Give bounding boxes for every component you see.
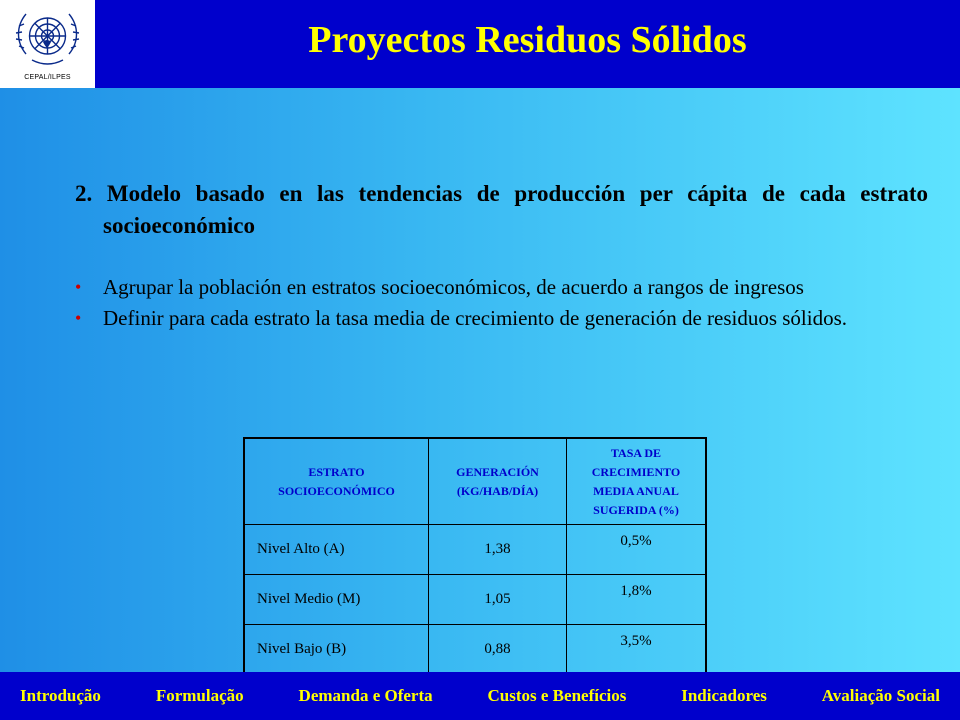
page-title: Proyectos Residuos Sólidos — [308, 19, 747, 61]
cell-tasa: 3,5% — [567, 625, 707, 676]
bullet-item — [75, 274, 928, 301]
nav-formulacao[interactable]: Formulação — [155, 686, 244, 705]
bottom-navigation — [0, 672, 960, 720]
cell-generacion: 1,38 — [429, 525, 567, 575]
cell-tasa: 0,5% — [567, 525, 707, 575]
cell-generacion: 0,88 — [429, 625, 567, 676]
slide-content — [75, 178, 928, 336]
table-row — [244, 525, 706, 575]
nav-custos-beneficios[interactable]: Custos e Benefícios — [487, 686, 627, 705]
nav-introducao[interactable]: Introdução — [20, 686, 101, 705]
header-tasa: TASA DE CRECIMIENTO MEDIA ANUAL SUGERIDA (%) — [567, 438, 707, 525]
title-bar — [95, 0, 960, 88]
table-row — [244, 575, 706, 625]
cell-estrato: Nivel Alto (A) — [244, 525, 429, 575]
data-table — [243, 437, 707, 676]
section-heading: 2. Modelo basado en las tendencias de producción per cápita de cada estrato socioeconómico — [75, 181, 928, 238]
cell-generacion: 1,05 — [429, 575, 567, 625]
bullet-text: Agrupar la población en estratos socioeconómicos, de acuerdo a rangos de ingresos — [103, 275, 804, 299]
un-emblem-icon — [10, 4, 85, 72]
header-estrato: ESTRATO SOCIOECONÓMICO — [244, 438, 429, 525]
cell-estrato: Nivel Bajo (B) — [244, 625, 429, 676]
nav-indicadores[interactable]: Indicadores — [681, 686, 767, 705]
cell-tasa: 1,8% — [567, 575, 707, 625]
nav-avaliacao-social[interactable]: Avaliação Social — [821, 686, 940, 705]
bullet-list — [75, 274, 928, 332]
bullet-item — [75, 305, 928, 332]
cell-estrato: Nivel Medio (M) — [244, 575, 429, 625]
table-header-row — [244, 438, 706, 525]
header-generacion: GENERACIÓN (KG/HAB/DÍA) — [429, 438, 567, 525]
bullet-dot-icon: • — [75, 308, 82, 328]
nav-demanda-oferta[interactable]: Demanda e Oferta — [298, 686, 433, 705]
bullet-text: Definir para cada estrato la tasa media de crecimiento de generación de residuos sólidos. — [103, 306, 848, 330]
logo-caption: CEPAL/ILPES — [24, 74, 71, 81]
bullet-dot-icon: • — [75, 277, 82, 297]
table-row — [244, 625, 706, 676]
logo-area — [0, 0, 95, 88]
